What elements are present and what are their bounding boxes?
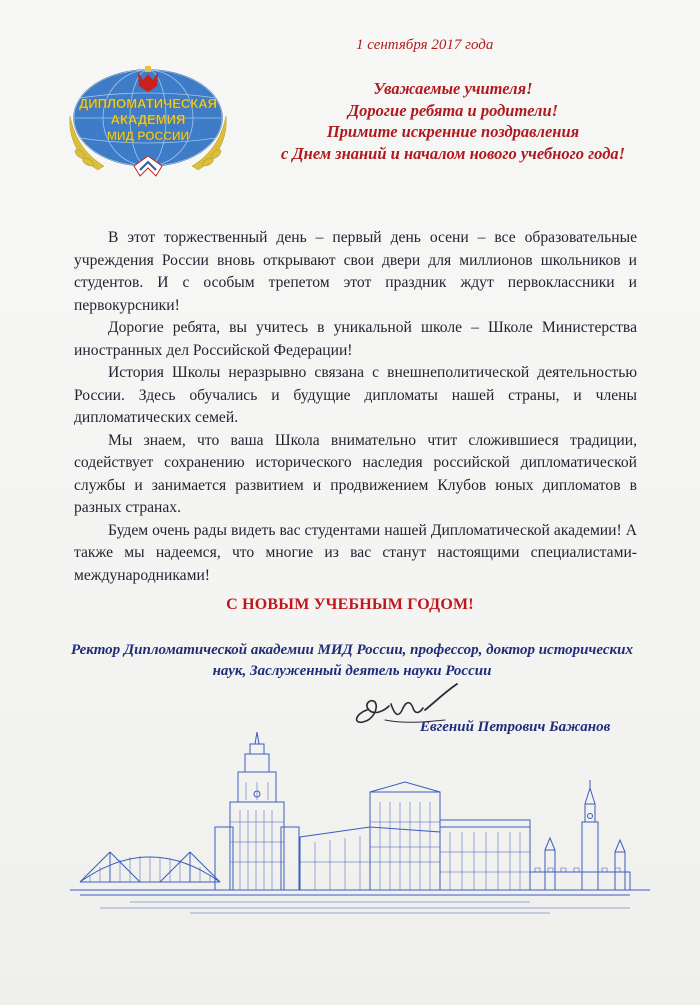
svg-text:МИД РОССИИ: МИД РОССИИ	[106, 129, 190, 143]
body-paragraph: История Школы неразрывно связана с внешнеполитической деятельностью России. Здесь обучались и будущие дипломаты нашей страны, и члены дипломатических семей.	[74, 364, 637, 426]
body-paragraph: Мы знаем, что ваша Школа внимательно чтит сложившиеся традиции, содействует сохранению исторического наследия российской дипломатической службы и занимается развитием и продвижением Клубов юных дипломатов в разных странах.	[74, 431, 637, 516]
greeting-line: с Днем знаний и началом нового учебного года!	[280, 143, 626, 163]
greeting-line: Примите искренние поздравления	[326, 122, 580, 141]
body-paragraph: Будем очень рады видеть вас студентами нашей Дипломатической академии! А также мы надеемся, что многие из вас станут настоящими специалистами-международниками!	[74, 521, 637, 584]
body-paragraph: Дорогие ребята, вы учитесь в уникальной школе – Школе Министерства иностранных дел Российской Федерации!	[74, 319, 637, 359]
moscow-skyline-illustration	[70, 732, 650, 917]
greeting-line: Уважаемые учителя!	[373, 79, 533, 98]
svg-text:АКАДЕМИЯ: АКАДЕМИЯ	[110, 112, 186, 127]
academy-emblem-logo	[58, 58, 238, 183]
svg-text:ДИПЛОМАТИЧЕСКАЯ: ДИПЛОМАТИЧЕСКАЯ	[79, 96, 217, 111]
letter-date: 1 сентября 2017 года	[356, 37, 494, 53]
greeting-block	[243, 78, 663, 164]
rector-title: Ректор Дипломатической академии МИД России, профессор, доктор исторических наук, Заслуженный деятель науки России	[71, 642, 633, 679]
signer-name: Евгений Петрович Бажанов	[420, 719, 611, 735]
body-paragraph: В этот торжественный день – первый день осени – все образовательные учреждения России вновь открывают свои двери для миллионов школьников и студентов. И с особым трепетом этот праздник ждут первоклассники и первокурсники!	[74, 229, 637, 314]
letter-body	[74, 227, 637, 587]
holiday-wish: С НОВЫМ УЧЕБНЫМ ГОДОМ!	[226, 596, 474, 613]
greeting-line: Дорогие ребята и родители!	[347, 100, 559, 120]
